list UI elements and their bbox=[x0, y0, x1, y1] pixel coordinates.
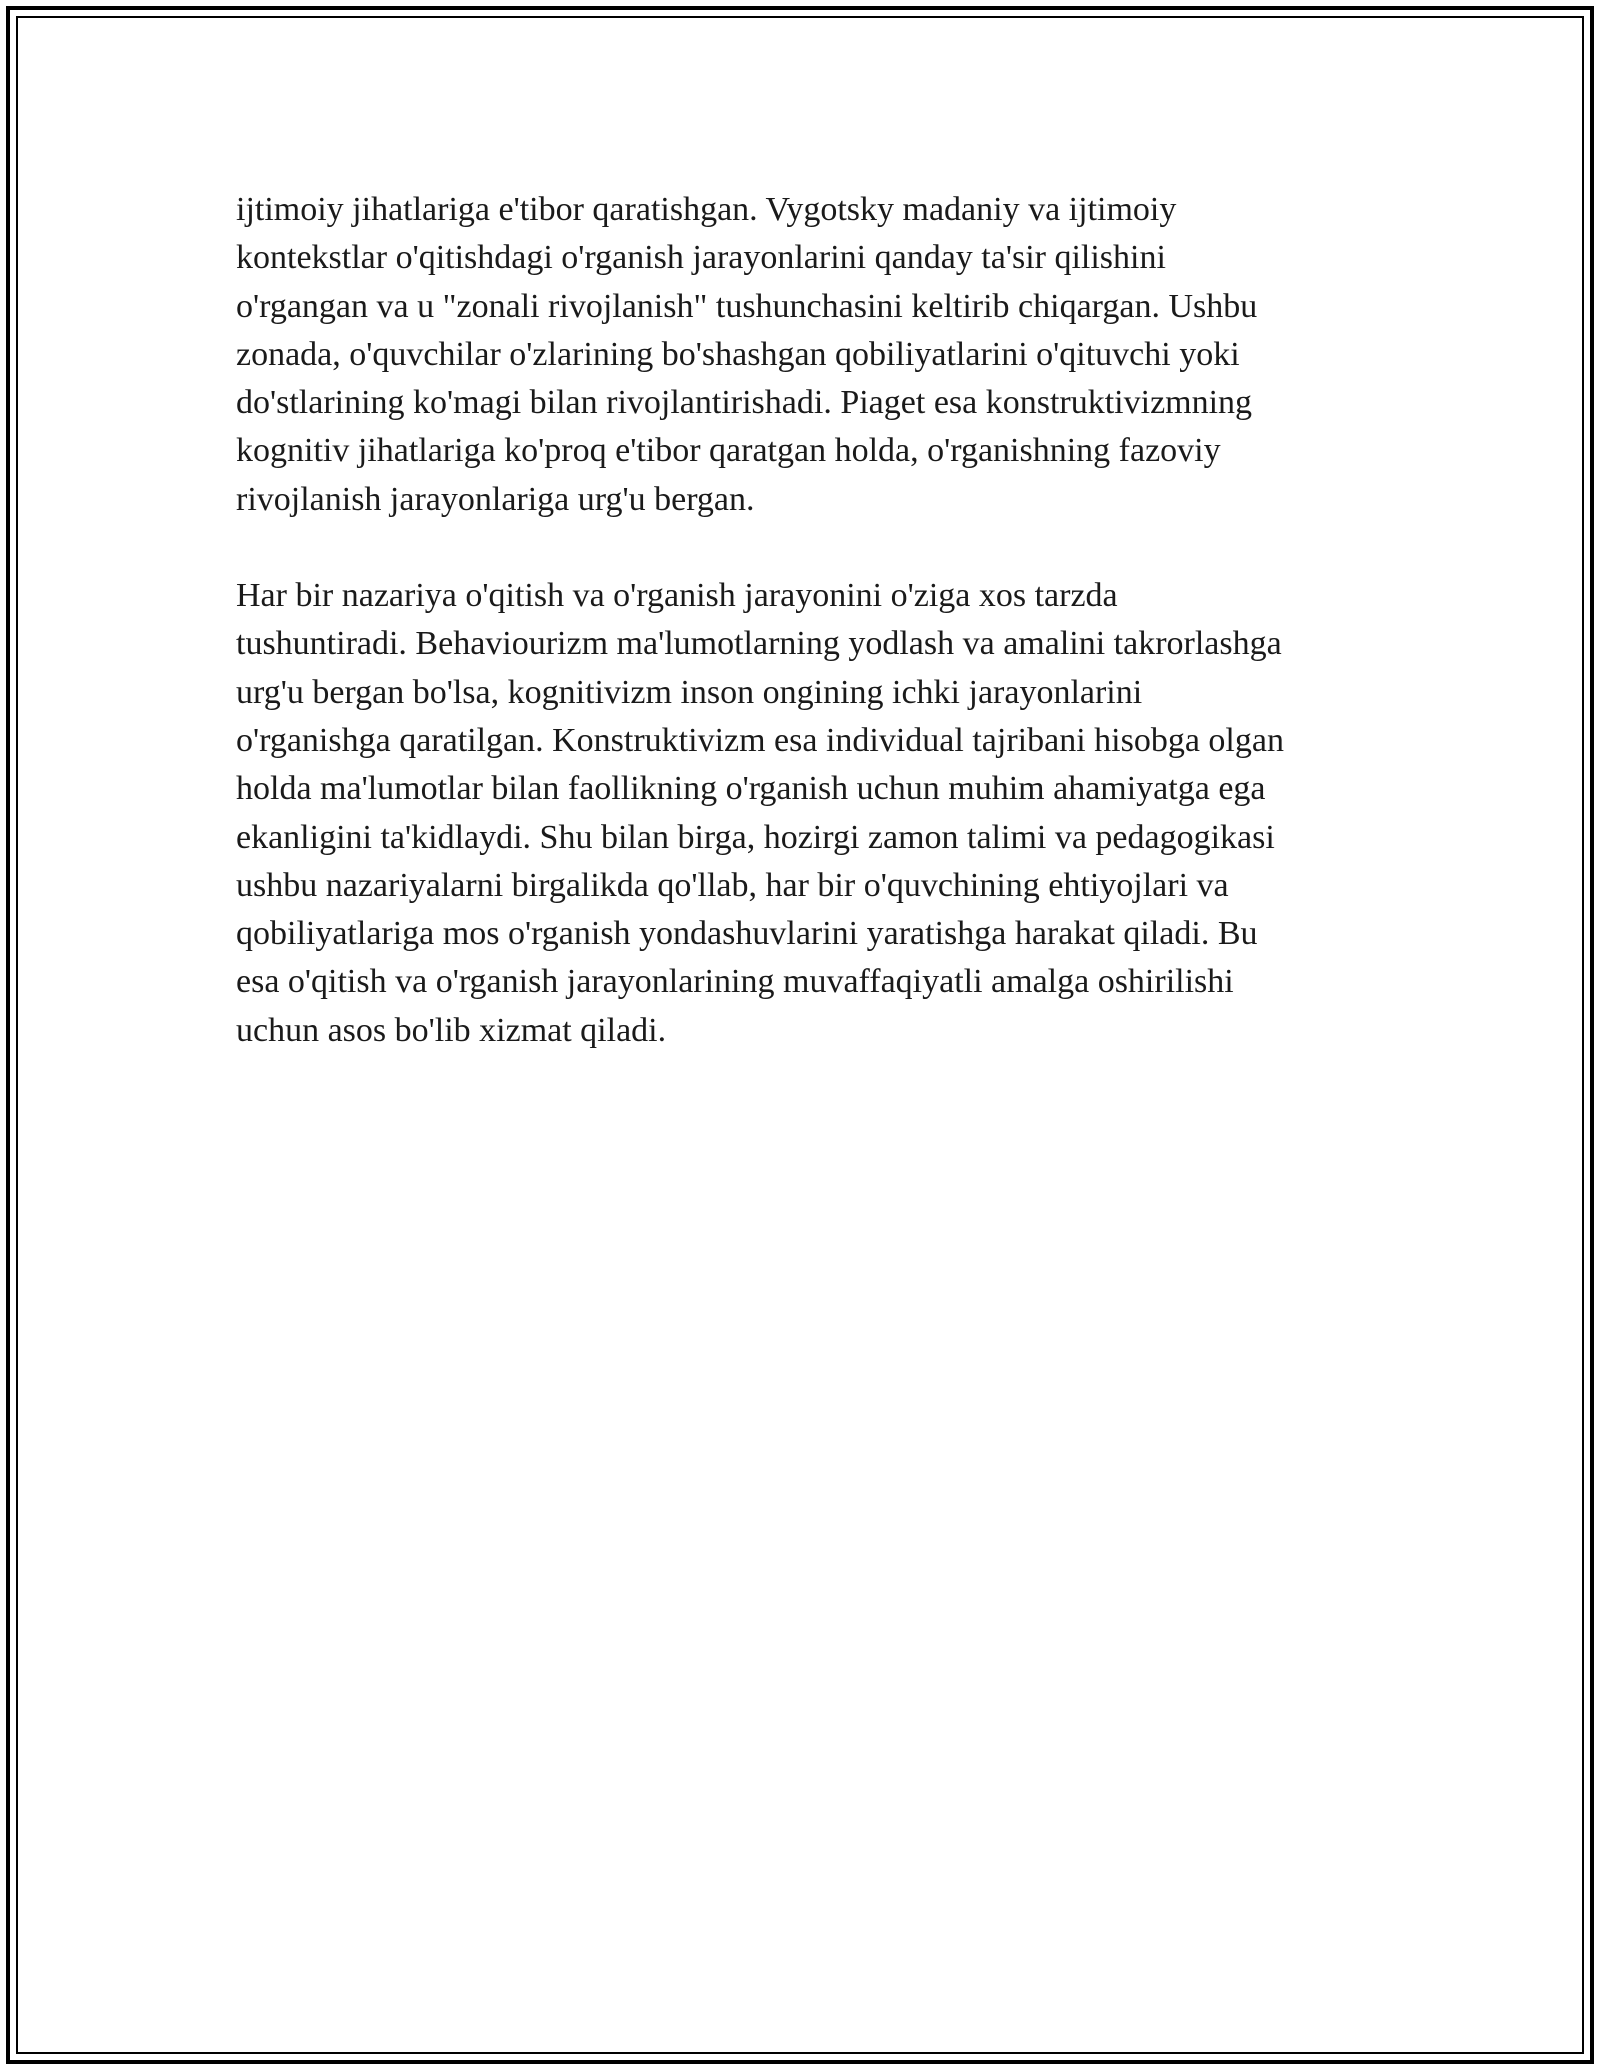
text-line: kontekstlar o'qitishdagi o'rganish jarayonlarini qanday ta'sir qilishini bbox=[236, 239, 1166, 277]
text-line: ushbu nazariyalarni birgalikda qo'llab, har bir o'quvchining ehtiyojlari va bbox=[236, 866, 1229, 904]
text-line: ijtimoiy jihatlariga e'tibor qaratishgan. Vygotsky madaniy va ijtimoiy bbox=[236, 191, 1177, 228]
text-line: tushuntiradi. Behaviourizm ma'lumotlarning yodlash va amalini takrorlashga bbox=[236, 625, 1282, 663]
text-line: o'rganishga qaratilgan. Konstruktivizm esa individual tajribani hisobga olgan bbox=[236, 721, 1284, 759]
text-line: uchun asos bo'lib xizmat qiladi. bbox=[236, 1011, 667, 1049]
text-line: ekanligini ta'kidlaydi. Shu bilan birga, hozirgi zamon talimi va pedagogikasi bbox=[236, 818, 1275, 856]
text-line: zonada, o'quvchilar o'zlarining bo'shashgan qobiliyatlarini o'qituvchi yoki bbox=[236, 335, 1240, 373]
text-line: qobiliyatlariga mos o'rganish yondashuvlarini yaratishga harakat qiladi. Bu bbox=[236, 915, 1258, 953]
text-line: kognitiv jihatlariga ko'proq e'tibor qaratgan holda, o'rganishning fazoviy bbox=[236, 432, 1221, 470]
text-line: holda ma'lumotlar bilan faollikning o'rganish uchun muhim ahamiyatga ega bbox=[236, 770, 1266, 808]
text-line: do'stlarining ko'magi bilan rivojlantirishadi. Piaget esa konstruktivizmning bbox=[236, 384, 1253, 422]
paragraph-1 bbox=[236, 186, 1376, 524]
text-line: o'rgangan va u "zonali rivojlanish" tushunchasini keltirib chiqargan. Ushbu bbox=[236, 287, 1258, 325]
text-line: rivojlanish jarayonlariga urg'u bergan. bbox=[236, 480, 755, 518]
text-line: urg'u bergan bo'lsa, kognitivizm inson ongining ichki jarayonlarini bbox=[236, 673, 1143, 711]
text-line: Har bir nazariya o'qitish va o'rganish jarayonini o'ziga xos tarzda bbox=[236, 577, 1118, 615]
document-body bbox=[236, 186, 1376, 1055]
text-line: esa o'qitish va o'rganish jarayonlarining muvaffaqiyatli amalga oshirilishi bbox=[236, 963, 1234, 1001]
paragraph-2 bbox=[236, 572, 1376, 1055]
